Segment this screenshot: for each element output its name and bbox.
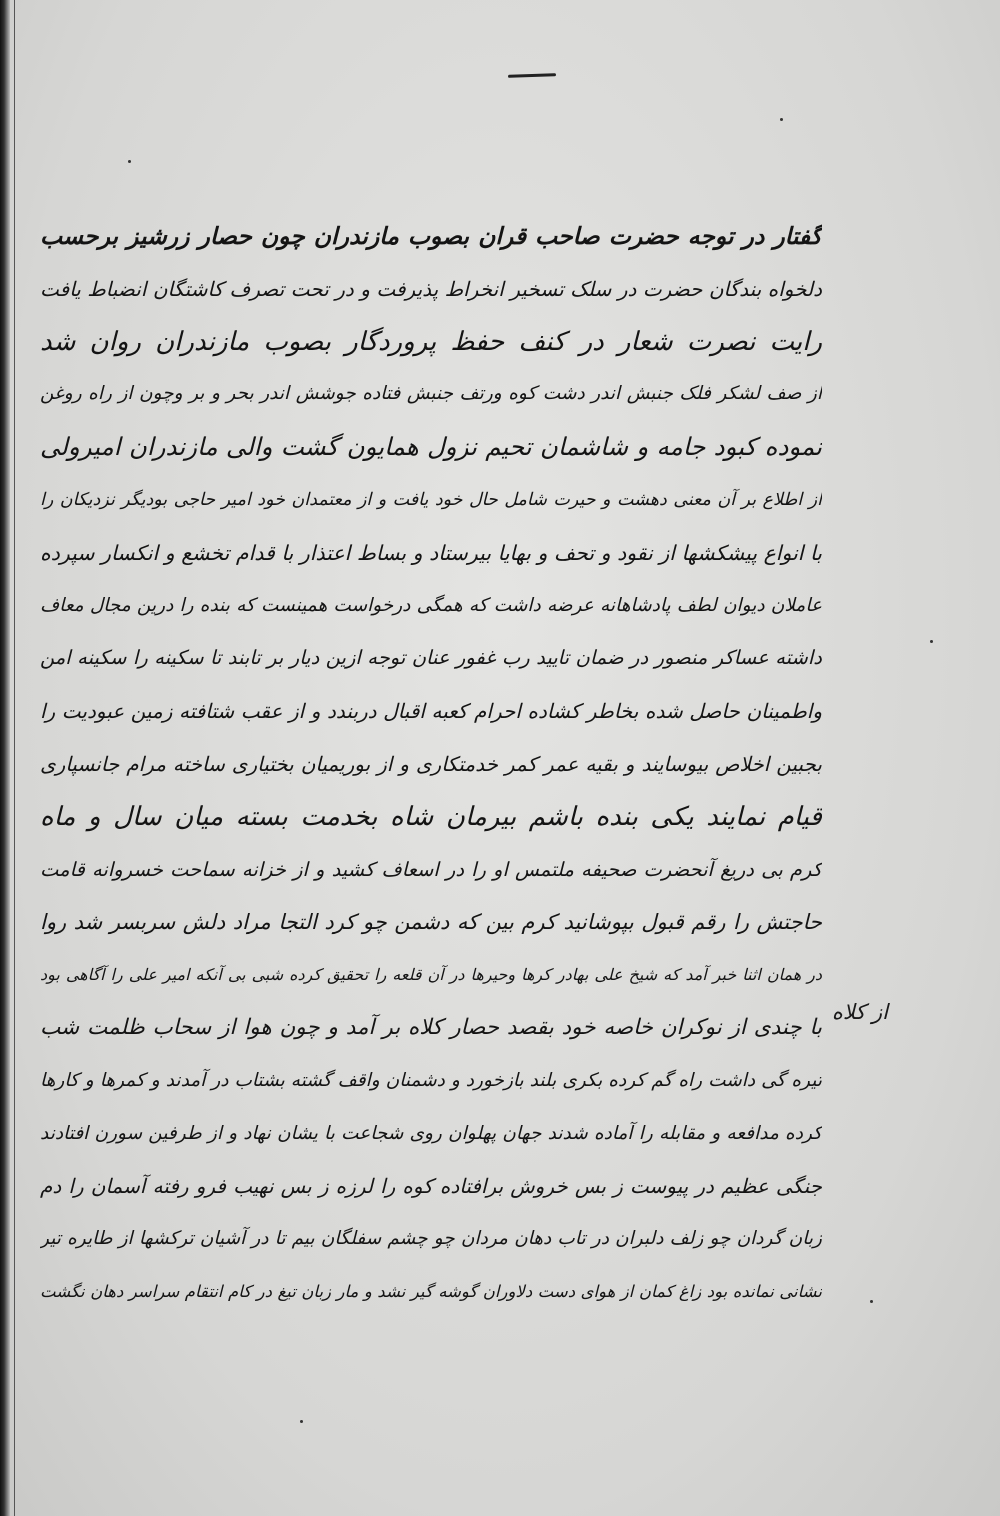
manuscript-line: در همان اثنا خبر آمد که شیخ علی بهادر کرها وحیرها در آن قلعه را تحقیق کرده شبی بی آنکه امیر علی را آگاهی بود bbox=[40, 965, 822, 985]
manuscript-line: قیام نمایند یکی بنده باشم بیرمان شاه بخدمت بسته میان سال و ماه bbox=[40, 801, 822, 832]
manuscript-line: با چندی از نوکران خاصه خود بقصد حصار کلاه بر آمد و چون هوا از سحاب ظلمت شب bbox=[40, 1014, 822, 1040]
manuscript-line: گفتار در توجه حضرت صاحب قران بصوب مازندران چون حصار زرشیز برحسب bbox=[40, 222, 822, 250]
manuscript-line: واطمینان حاصل شده بخاطر کشاده احرام کعبه اقبال دربندد و از عقب شتافته زمین عبودیت را bbox=[40, 699, 822, 724]
manuscript-line: نشانی نمانده بود زاغ کمان از هوای دست دلاوران گوشه گیر نشد و مار زبان تیغ در کام انتقام سراسر دهان نگشت bbox=[40, 1281, 822, 1301]
paper-speck bbox=[300, 1420, 303, 1423]
manuscript-line: کرم بی دریغ آنحضرت صحیفه ملتمس او را در اسعاف کشید و از خزانه سماحت خسروانه قامت bbox=[40, 857, 822, 881]
manuscript-text-block bbox=[40, 210, 822, 1319]
paper-speck bbox=[870, 1300, 873, 1303]
manuscript-line: زبان گردان چو زلف دلبران در تاب دهان مردان چو چشم سفلگان بیم تا در آشیان ترکشها از طایره تیر bbox=[40, 1228, 822, 1250]
manuscript-line: عاملان دیوان لطف پادشاهانه عرضه داشت که همگی درخواست همینست که بنده را درین مجال معاف bbox=[40, 594, 822, 616]
manuscript-line: کرده مدافعه و مقابله را آماده شدند جهان پهلوان روی شجاعت با یشان نهاد و از طرفین سورن افتادند bbox=[40, 1122, 822, 1144]
manuscript-line: بجبین اخلاص بیوسایند و بقیه عمر کمر خدمتکاری و از بوریمیان بختیاری ساخته مرام جانسپاری bbox=[40, 751, 822, 776]
binding-edge bbox=[0, 0, 10, 1516]
binding-line bbox=[14, 0, 15, 1516]
margin-note: از کلاه bbox=[831, 1000, 888, 1024]
manuscript-line: جنگی عظیم در پیوست ز بس خروش برافتاده کوه را لرزه ز بس نهیب فرو رفته آسمان را دم bbox=[40, 1174, 822, 1199]
manuscript-line: رایت نصرت شعار در کنف حفظ پروردگار بصوب مازندران روان شد bbox=[40, 326, 822, 357]
paper-speck bbox=[930, 640, 933, 643]
top-ink-mark bbox=[508, 73, 556, 78]
manuscript-line: تیره گی داشت راه گم کرده بکری بلند بازخورد و دشمنان واقف گشته بشتاب در آمدند و کمرها و کارها bbox=[40, 1069, 822, 1091]
manuscript-line: از صف لشکر فلک جنبش اندر دشت کوه ورتف جنبش فتاده جوشش اندر بحر و بر وچون از راه روغن bbox=[40, 383, 822, 405]
manuscript-line: با انواع پیشکشها از نقود و تحف و بهایا بیرستاد و بساط اعتذار با قدام تخشع و انکسار سپرده bbox=[40, 540, 822, 565]
manuscript-line: داشته عساکر منصور در ضمان تایید رب غفور عنان توجه ازین دیار بر تابند تا سکینه را سکینه امن bbox=[40, 646, 822, 670]
manuscript-line: حاجتش را رقم قبول بپوشانید کرم بین که دشمن چو کرد التجا مراد دلش سربسر شد روا bbox=[40, 910, 822, 935]
manuscript-line: از اطلاع بر آن معنی دهشت و حیرت شامل حال خود یافت و از معتمدان خود امیر حاجی بودیگر نزدیکان را bbox=[40, 489, 822, 510]
paper-speck bbox=[128, 160, 131, 163]
manuscript-line: دلخواه بندگان حضرت در سلک تسخیر انخراط پذیرفت و در تحت تصرف کاشتگان انضباط یافت bbox=[40, 276, 822, 301]
manuscript-line: نموده کبود جامه و شاشمان تحیم نزول همایون گشت والی مازندران امیرولی bbox=[40, 432, 822, 462]
paper-speck bbox=[780, 118, 783, 121]
